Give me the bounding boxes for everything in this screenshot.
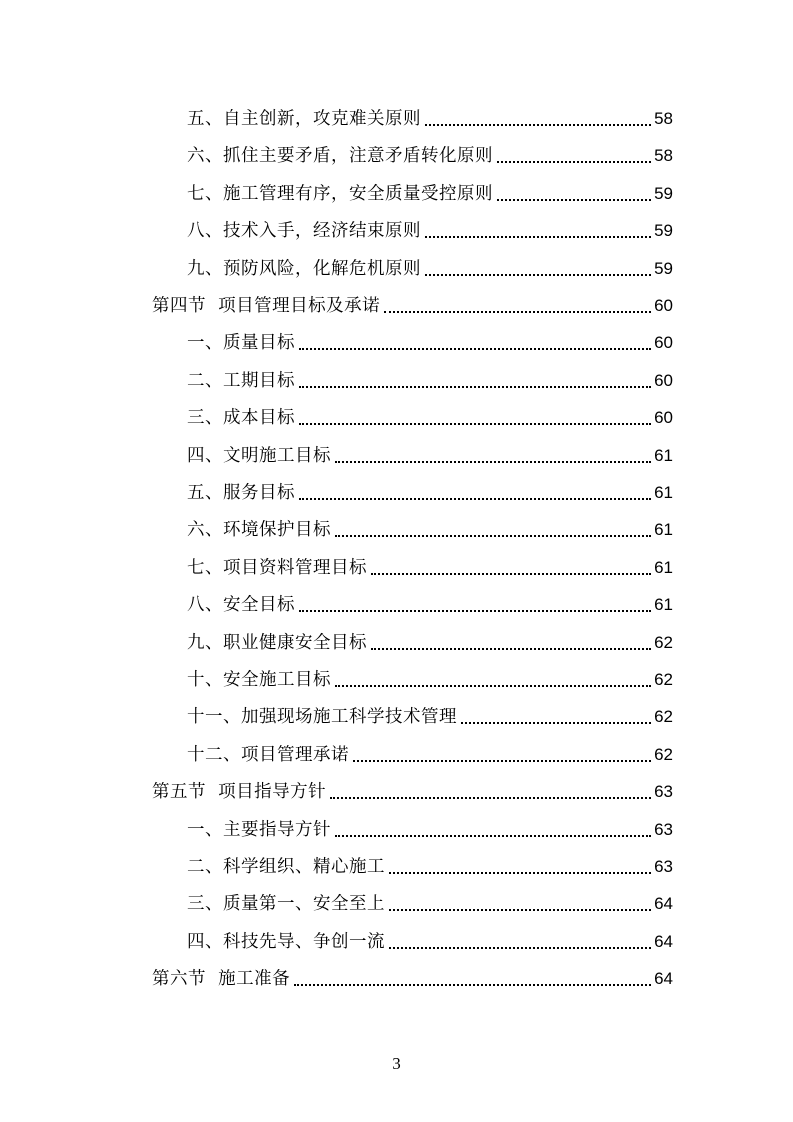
toc-entry-label: 五、服务目标 (187, 483, 295, 503)
toc-entry[interactable] (187, 515, 673, 545)
toc-entry[interactable] (187, 254, 673, 284)
toc-dot-leader (497, 199, 651, 201)
toc-entry[interactable] (187, 702, 673, 732)
toc-entry-label: 九、预防风险，化解危机原则 (187, 258, 421, 279)
toc-entry-label: 四、科技先导、争创一流 (187, 931, 385, 952)
toc-entry-page: 62 (654, 632, 673, 652)
toc-dot-leader (299, 423, 651, 425)
toc-entry[interactable] (187, 590, 673, 620)
toc-entry-page: 59 (654, 258, 673, 278)
toc-entry-page: 64 (654, 931, 673, 951)
toc-dot-leader (497, 161, 651, 163)
toc-entry-label: 四、文明施工目标 (187, 445, 331, 466)
toc-entry-page: 60 (654, 370, 673, 390)
toc-entry-label: 二、科学组织、精心施工 (187, 857, 385, 877)
toc-entry-page: 61 (654, 445, 673, 465)
toc-entry-label: 十二、项目管理承诺 (187, 744, 349, 765)
toc-entry-label: 第四节 项目管理目标及承诺 (152, 296, 381, 316)
toc-dot-leader (389, 872, 651, 874)
toc-dot-leader (299, 386, 651, 388)
toc-entry[interactable] (187, 628, 673, 658)
toc-dot-leader (425, 274, 651, 276)
toc-entry-page: 60 (654, 333, 673, 353)
toc-dot-leader (461, 722, 651, 724)
toc-entry[interactable] (187, 179, 673, 209)
toc-entry-label: 一、主要指导方针 (187, 819, 331, 840)
toc-dot-leader (299, 348, 651, 350)
toc-entry-label: 九、职业健康安全目标 (187, 632, 367, 653)
toc-entry[interactable] (187, 815, 673, 845)
toc-entry[interactable] (187, 403, 673, 433)
toc-entry[interactable] (152, 777, 673, 807)
toc-entry-label: 六、环境保护目标 (187, 520, 331, 541)
toc-entry-page: 62 (654, 744, 673, 764)
toc-entry[interactable] (187, 366, 673, 396)
toc-dot-leader (335, 835, 651, 837)
toc-entry[interactable] (187, 553, 673, 583)
toc-entry-label: 第五节 项目指导方针 (152, 782, 327, 803)
toc-entry[interactable] (187, 104, 673, 134)
toc-entry-page: 62 (654, 707, 673, 727)
toc-entry-label: 七、项目资料管理目标 (187, 557, 367, 578)
toc-dot-leader (371, 573, 651, 575)
toc-dot-leader (353, 760, 651, 762)
toc-dot-leader (299, 610, 651, 612)
toc-dot-leader (371, 648, 651, 650)
toc-entry-page: 58 (654, 146, 673, 166)
toc-entry-page: 59 (654, 183, 673, 203)
toc-entry-label: 十一、加强现场施工科学技术管理 (187, 707, 457, 728)
toc-dot-leader (335, 461, 651, 463)
toc-dot-leader (299, 498, 651, 500)
toc-entry-page: 61 (654, 483, 673, 502)
toc-dot-leader (425, 124, 651, 126)
toc-entry-label: 一、质量目标 (187, 333, 295, 354)
toc-dot-leader (389, 947, 651, 949)
toc-entry-label: 二、工期目标 (187, 370, 295, 391)
toc-entry-page: 64 (654, 894, 673, 914)
toc-entry-page: 60 (654, 296, 673, 315)
toc-entry-label: 三、质量第一、安全至上 (187, 894, 385, 915)
toc-entry-page: 63 (654, 782, 673, 802)
toc-entry-page: 61 (654, 557, 673, 577)
toc-entry-label: 第六节 施工准备 (152, 969, 291, 990)
toc-entry-label: 十、安全施工目标 (187, 670, 331, 690)
toc-entry-label: 八、安全目标 (187, 595, 295, 616)
toc-entry-page: 61 (654, 595, 673, 615)
toc-entry-label: 六、抓住主要矛盾，注意矛盾转化原则 (187, 146, 493, 167)
toc-entry-label: 七、施工管理有序，安全质量受控原则 (187, 183, 493, 204)
toc-entry[interactable] (152, 964, 673, 994)
toc-dot-leader (330, 797, 651, 799)
toc-entry[interactable] (187, 441, 673, 471)
toc-entry-page: 60 (654, 408, 673, 428)
toc-dot-leader (425, 236, 651, 238)
toc-dot-leader (384, 311, 651, 313)
toc-dot-leader (294, 984, 651, 986)
toc-entry[interactable] (187, 216, 673, 246)
toc-dot-leader (389, 909, 651, 911)
toc-entry-page: 58 (654, 109, 673, 128)
toc-entry-label: 八、技术入手，经济结束原则 (187, 221, 421, 242)
toc-entry-page: 63 (654, 857, 673, 876)
toc-entry-page: 63 (654, 819, 673, 839)
toc-entry[interactable] (187, 328, 673, 358)
toc-entry[interactable] (187, 478, 673, 508)
toc-entry-label: 五、自主创新，攻克难关原则 (187, 109, 421, 129)
toc-entry[interactable] (187, 665, 673, 695)
toc-entry[interactable] (187, 889, 673, 919)
toc-entry[interactable] (152, 291, 673, 321)
toc-entry-page: 61 (654, 520, 673, 540)
toc-dot-leader (335, 685, 651, 687)
toc-dot-leader (335, 535, 651, 537)
toc-entry[interactable] (187, 927, 673, 957)
toc-entry[interactable] (187, 740, 673, 770)
toc-entry[interactable] (187, 852, 673, 882)
toc-entry-label: 三、成本目标 (187, 408, 295, 429)
toc-entry[interactable] (187, 141, 673, 171)
toc-entry-page: 64 (654, 969, 673, 989)
page-number: 3 (392, 1054, 401, 1073)
toc-entry-page: 62 (654, 670, 673, 689)
toc-entry-page: 59 (654, 221, 673, 241)
